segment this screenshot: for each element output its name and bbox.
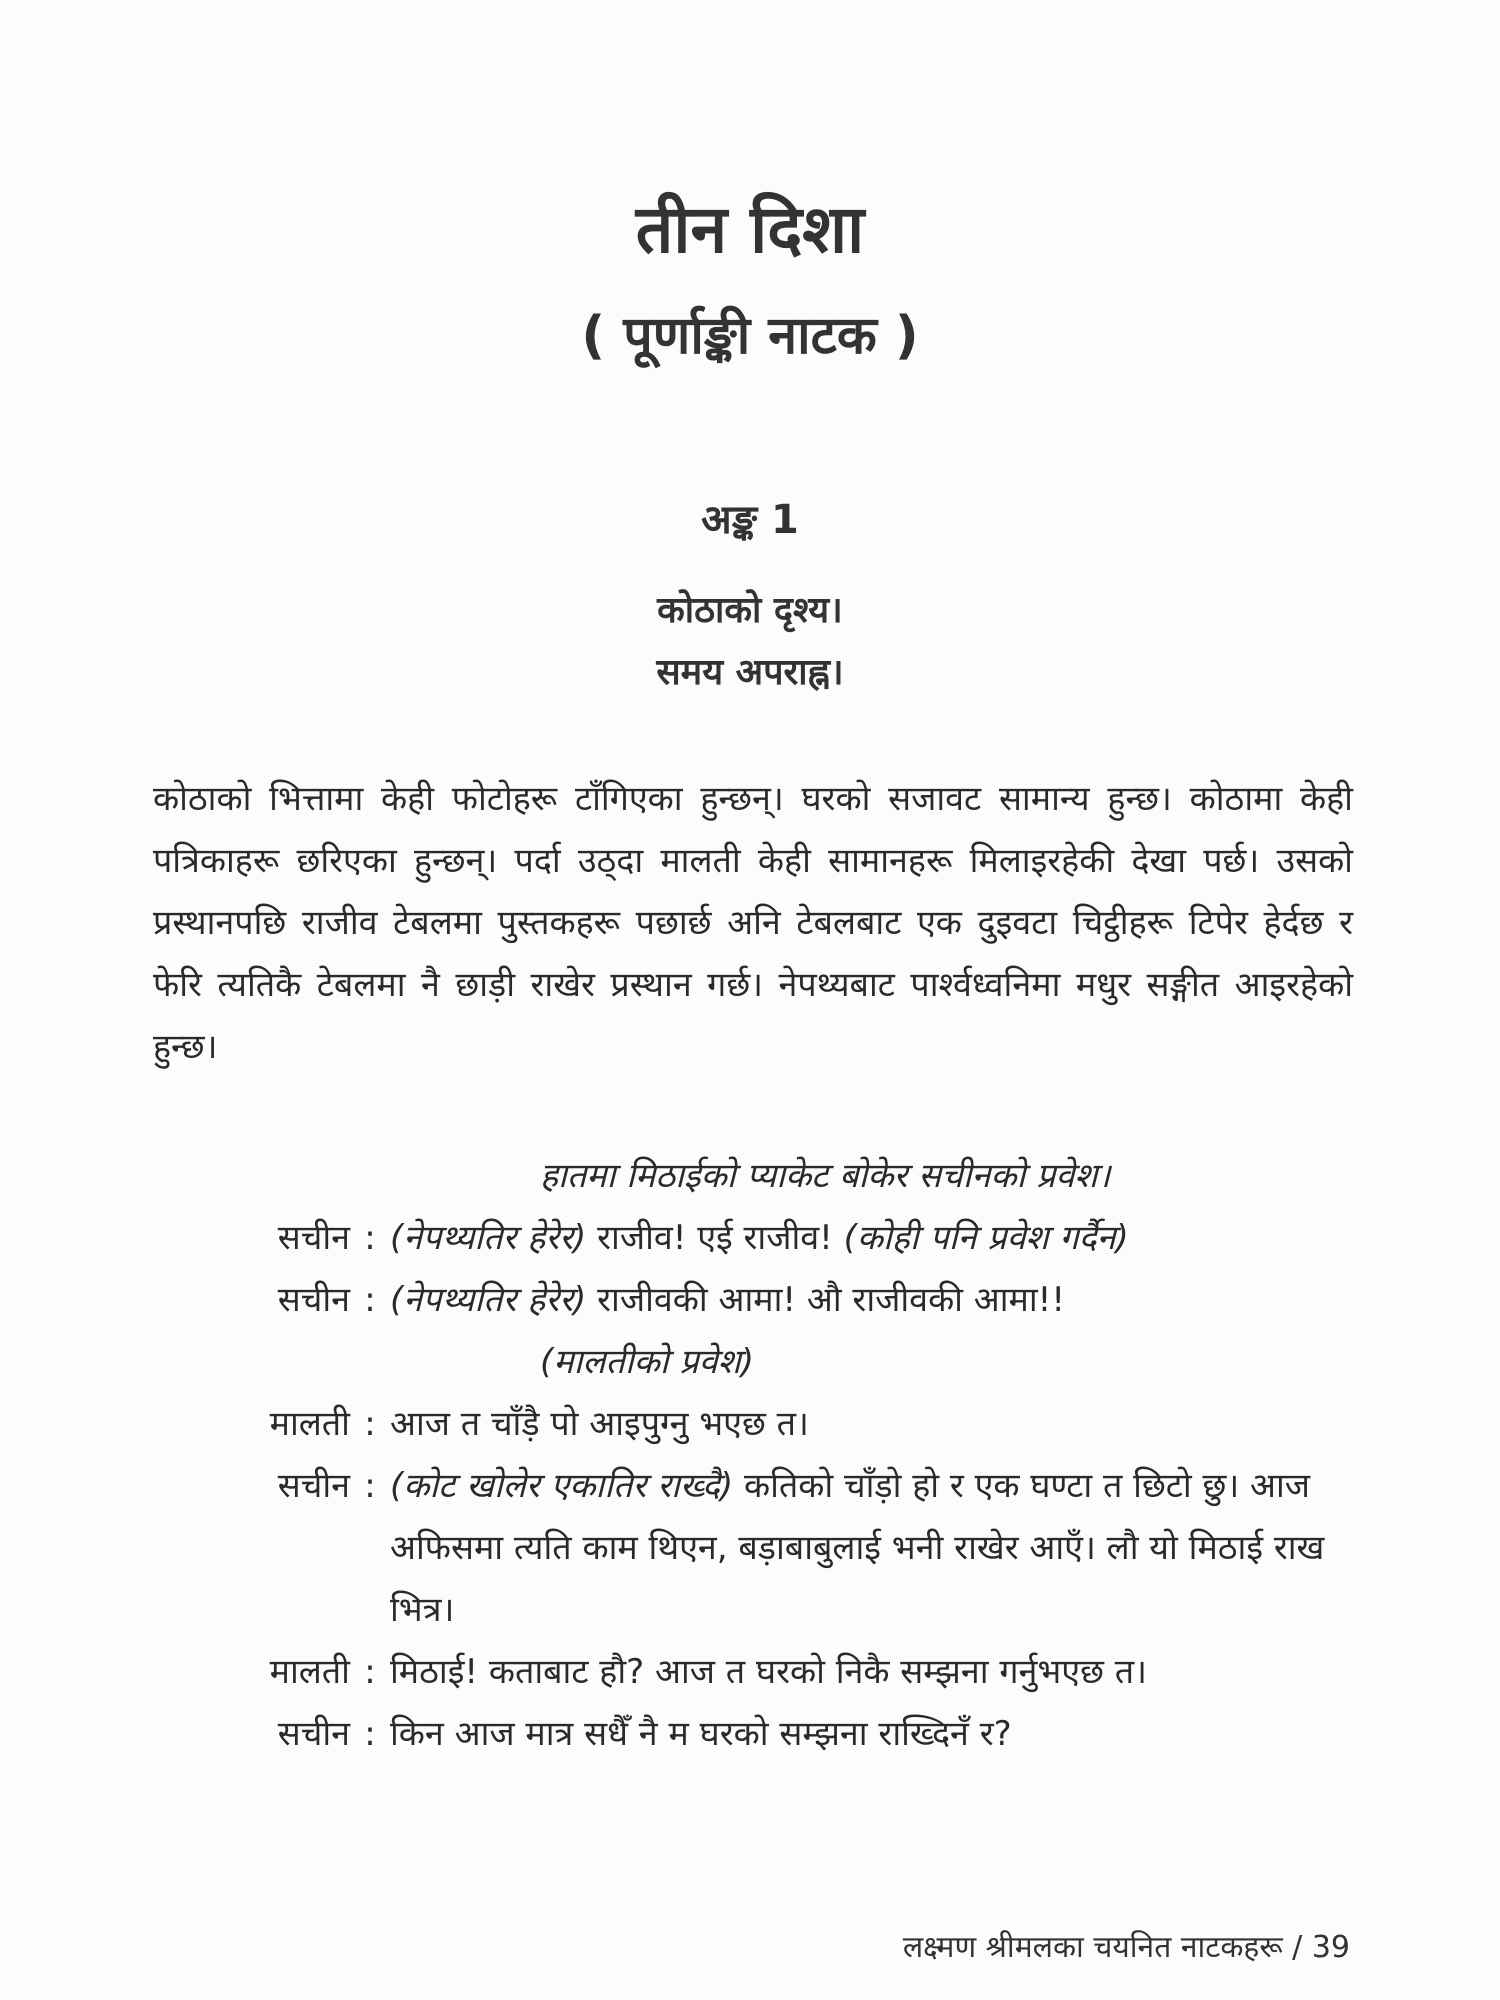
scene-heading [0,580,1500,704]
stage-direction: (नेपथ्यतिर हेरेर) [390,1280,587,1320]
dialogue-line [0,1703,1500,1765]
dialogue-line [0,1641,1500,1703]
speaker-colon: : [364,1714,376,1754]
speaker-colon: : [364,1218,376,1258]
speaker-name: सचीन [277,1218,350,1258]
spoken-text: राजीवकी आमा! औ राजीवकी आमा!! [586,1280,1065,1320]
scene-time: समय अपराह्न। [656,652,844,693]
entry-direction: हातमा मिठाईको प्याकेट बोकेर सचीनको प्रवेश। [540,1156,1111,1196]
page-footer: लक्ष्मण श्रीमलका चयनित नाटकहरू / 39 [902,1930,1350,1965]
speaker-colon: : [364,1466,376,1506]
act-heading: अङ्क 1 [701,497,799,543]
speech-text [390,1703,1350,1765]
dialogue-line [0,1207,1500,1269]
dialogue-line [0,1455,1500,1641]
speech-text [390,1269,1350,1331]
speech-text [390,1207,1350,1269]
spoken-text: आज त चाँड़ै पो आइपुग्नु भएछ त। [390,1404,809,1444]
spoken-text: राजीव! एई राजीव! [586,1218,833,1258]
speaker-name: सचीन [277,1714,350,1754]
stage-direction: (नेपथ्यतिर हेरेर) [390,1218,587,1258]
spoken-text: किन आज मात्र सधैँ नै म घरको सम्झना राख्दिनँ र? [390,1714,1012,1754]
speaker-name: मालती [269,1404,350,1444]
speaker-colon: : [364,1652,376,1692]
speaker-name: सचीन [277,1466,350,1506]
play-title: तीन दिशा [635,191,865,268]
spoken-text: कतिको चाँड़ो हो र एक घण्टा त छिटो छु। आज अफिसमा त्यति काम थिएन, बड़ाबाबुलाई भनी राखेर आएँ। लौ यो मिठाई राख भित्र। [390,1466,1325,1630]
speaker-colon: : [364,1280,376,1320]
speech-text [390,1393,1350,1455]
dialogue-block [0,1145,1500,1765]
stage-description: कोठाको भित्तामा केही फोटोहरू टाँगिएका हुन्छन्। घरको सजावट सामान्य हुन्छ। कोठामा केही पत्रिकाहरू छरिएका हुन्छन्। पर्दा उठ्दा मालती केही सामानहरू मिलाइरहेकी देखा पर्छ। उसको प्रस्थानपछि राजीव टेबलमा पुस्तकहरू पछार्छ अनि टेबलबाट एक दुइवटा चिट्ठीहरू टिपेर हेर्दछ र फेरि त्यतिकै टेबलमा नै छाड़ी राखेर प्रस्थान गर्छ। नेपथ्यबाट पार्श्वध्वनिमा मधुर सङ्गीत आइरहेको हुन्छ। [153,779,1353,1067]
speaker-name: सचीन [277,1280,350,1320]
speech-text [390,1455,1350,1641]
scene-setting: कोठाको दृश्य। [657,590,843,631]
malati-entry-direction: (मालतीको प्रवेश) [540,1342,755,1382]
speaker-colon: : [364,1404,376,1444]
speech-text [390,1641,1350,1703]
stage-direction: (कोट खोलेर एकातिर राख्दै) [390,1466,734,1506]
play-subtitle: ( पूर्णाङ्की नाटक ) [581,306,919,366]
stage-direction: (कोही पनि प्रवेश गर्दैन) [832,1218,1129,1258]
speaker-name: मालती [269,1652,350,1692]
dialogue-line [0,1269,1500,1331]
dialogue-line [0,1393,1500,1455]
spoken-text: मिठाई! कताबाट हौ? आज त घरको निकै सम्झना गर्नुभएछ त। [390,1652,1147,1692]
